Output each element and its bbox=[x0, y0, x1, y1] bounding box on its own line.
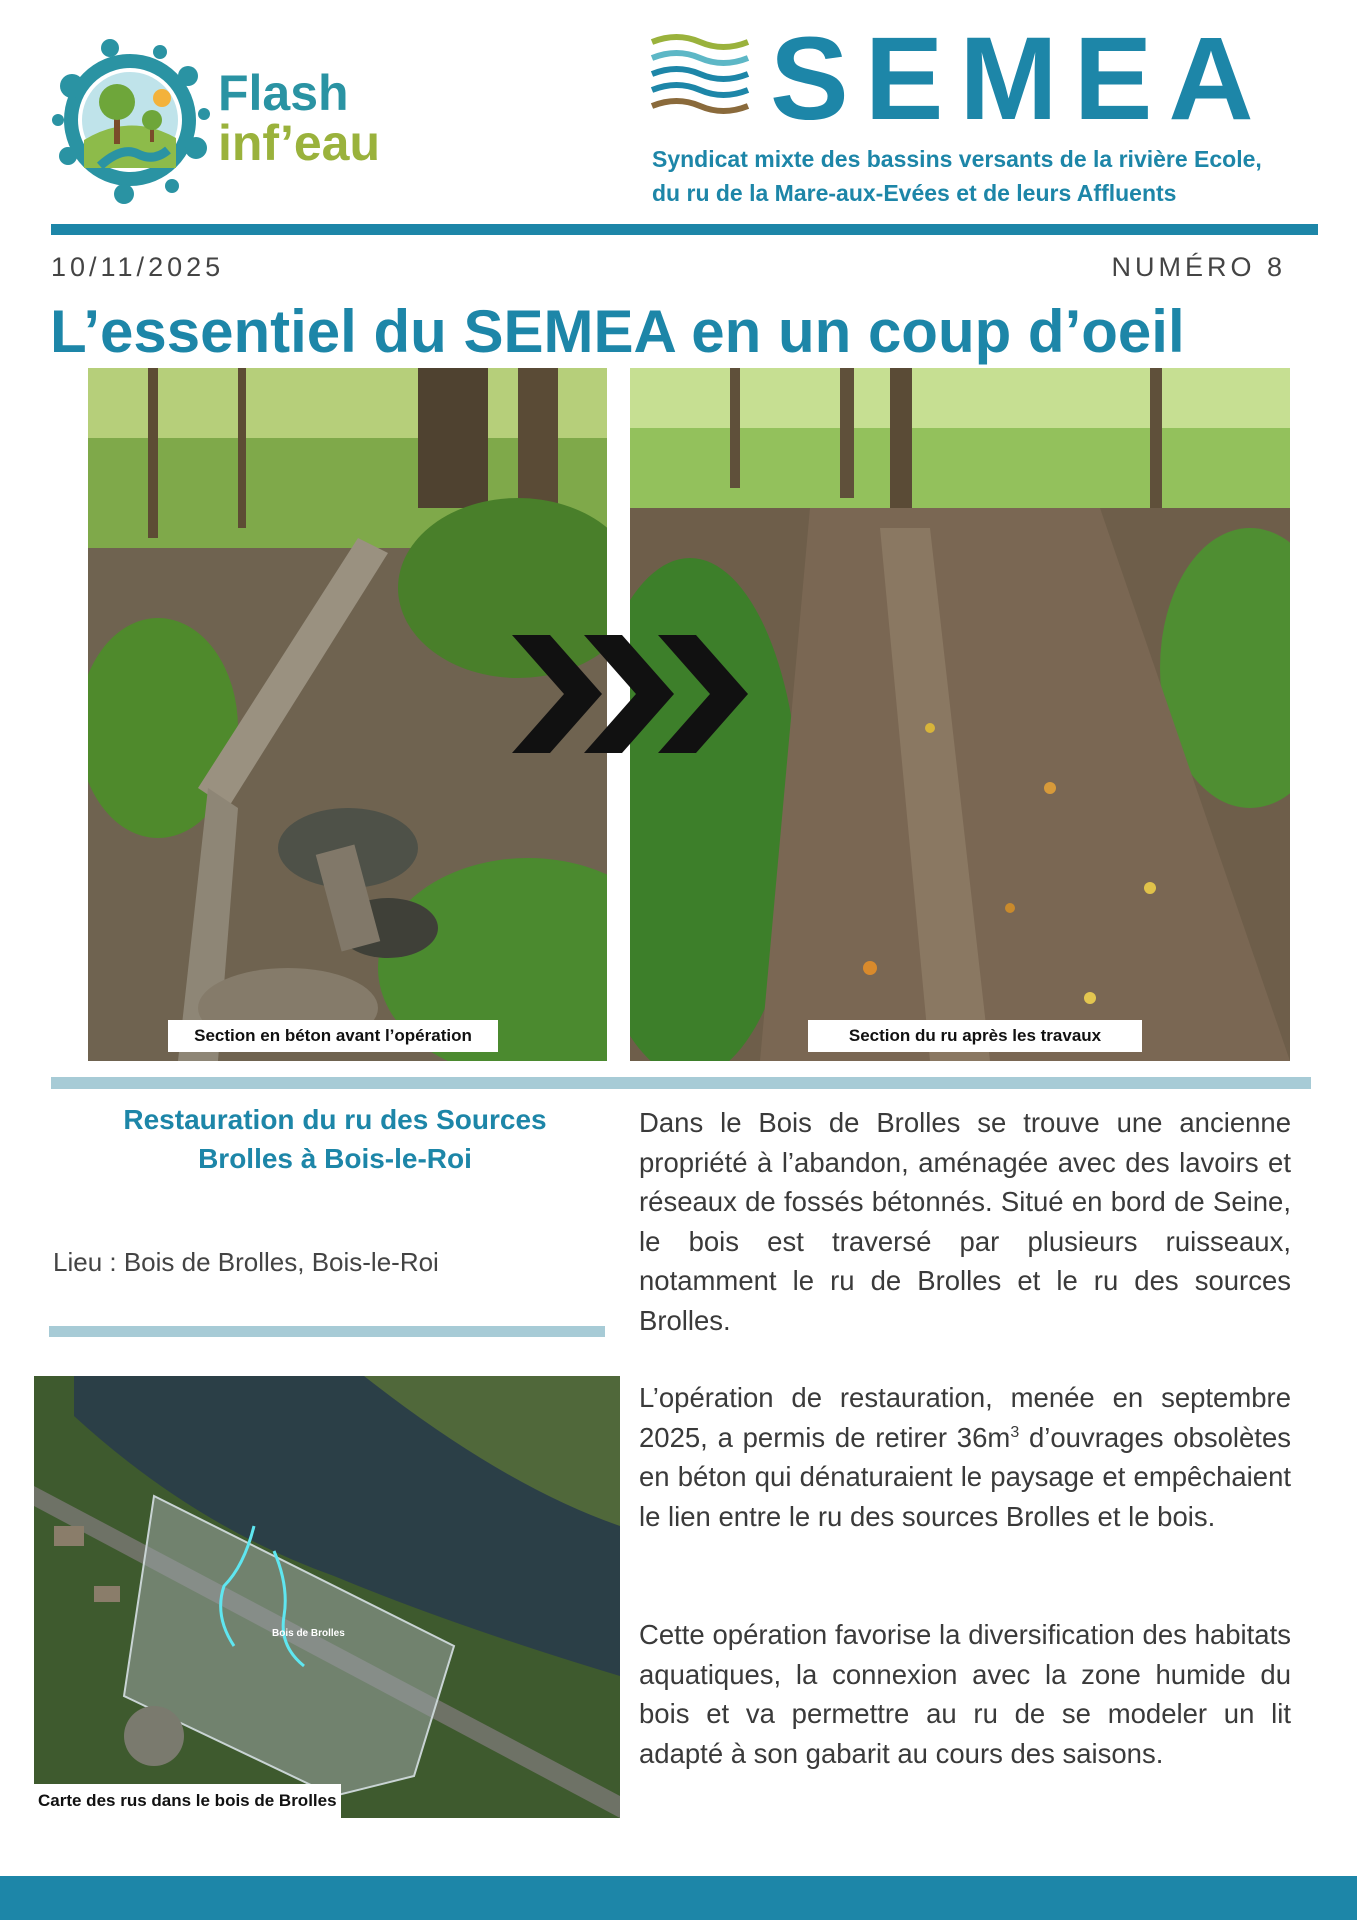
page-title: L’essentiel du SEMEA en un coup d’oeil bbox=[50, 298, 1185, 365]
semea-waves-icon bbox=[650, 32, 750, 122]
map-label: Bois de Brolles bbox=[272, 1628, 345, 1639]
article-paragraph-2 bbox=[639, 1378, 1291, 1536]
para2-text-end: d’ouvrages obsolètes en béton qui dénaturaient le paysage et empêchaient le lien entre le ru des sources Brolles et le bois. bbox=[639, 1421, 1291, 1532]
article-paragraph-3: Cette opération favorise la diversification des habitats aquatiques, la connexion avec la zone humide du bois et va permettre au ru de se modeler un lit adapté à son gabarit au cours des saisons. bbox=[639, 1619, 1291, 1769]
article-title-line2: Brolles à Bois-le-Roi bbox=[198, 1143, 472, 1174]
before-after-arrow-icon bbox=[512, 635, 748, 753]
section-divider bbox=[51, 1077, 1311, 1089]
footer-bar bbox=[0, 1876, 1357, 1920]
semea-subtitle-line2: du ru de la Mare-aux-Evées et de leurs Affluents bbox=[652, 180, 1177, 206]
semea-brand: SEMEA bbox=[770, 13, 1270, 145]
photo-after-caption: Section du ru après les travaux bbox=[808, 1020, 1142, 1052]
semea-subtitle-line1: Syndicat mixte des bassins versants de la rivière Ecole, bbox=[652, 146, 1262, 172]
article-place: Lieu : Bois de Brolles, Bois-le-Roi bbox=[53, 1247, 439, 1277]
flash-title-line1: Flash bbox=[218, 65, 349, 121]
article-title bbox=[70, 1100, 600, 1178]
issue-number: NUMÉRO 8 bbox=[1111, 252, 1286, 282]
article-title-line1: Restauration du ru des Sources bbox=[123, 1104, 547, 1135]
semea-subtitle bbox=[652, 142, 1332, 210]
issue-date: 10/11/2025 bbox=[51, 252, 225, 282]
header-rule bbox=[51, 224, 1318, 235]
flash-infeau-title bbox=[218, 65, 381, 171]
left-column-divider bbox=[49, 1326, 605, 1337]
map-caption: Carte des rus dans le bois de Brolles bbox=[34, 1784, 341, 1818]
flash-title-line2: inf’eau bbox=[218, 115, 381, 171]
para2-text-start: L’opération de restauration, menée en septembre 2025, a permis de retirer 36m bbox=[639, 1382, 1291, 1453]
aerial-map bbox=[34, 1376, 620, 1818]
photo-before-caption: Section en béton avant l’opération bbox=[168, 1020, 498, 1052]
flash-infeau-logo bbox=[50, 28, 210, 210]
cubic-superscript: 3 bbox=[1010, 1423, 1020, 1441]
article-paragraph-1: Dans le Bois de Brolles se trouve une ancienne propriété à l’abandon, aménagée avec des lavoirs et réseaux de fossés bétonnés. Situé en bord de Seine, le bois est traversé par plusieurs ruisseaux, notamment le ru de Brolles et le ru des sources Brolles. bbox=[639, 1107, 1291, 1336]
